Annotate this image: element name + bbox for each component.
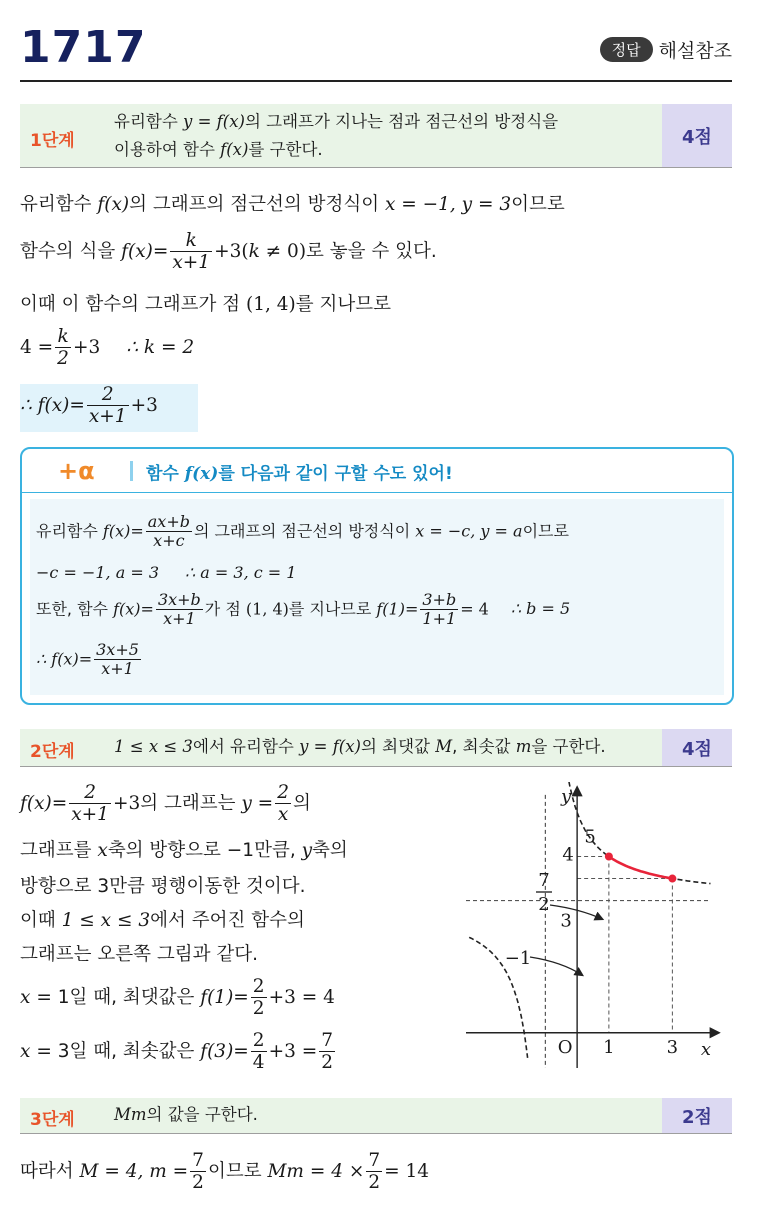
function-graph bbox=[462, 782, 724, 1072]
arrow-seven-halves bbox=[550, 905, 602, 919]
body1-line5-result: ∴ f(x)= $\frac{2}{x+1}$ +3 bbox=[20, 384, 158, 428]
page-header bbox=[20, 22, 732, 82]
step3-bar bbox=[20, 1098, 732, 1134]
step3-description: Mm의 값을 구한다. bbox=[114, 1105, 258, 1124]
step1-bar bbox=[20, 104, 732, 168]
answer-reference bbox=[600, 36, 732, 63]
body1-line2: 함수의 식을 f(x)= $\frac{k}{x+1}$ +3(k ≠ 0)로 놓을 수 있다. bbox=[20, 230, 437, 274]
step3-points: 2점 bbox=[662, 1098, 732, 1133]
body1-line3: 이때 이 함수의 그래프가 점 (1, 4)를 지나므로 bbox=[20, 294, 391, 315]
problem-number: 1717 bbox=[20, 22, 147, 73]
body2-line3: 방향으로 3만큼 평행이동한 것이다. bbox=[20, 876, 306, 897]
body1-line4: 4 = $\frac{k}{2}$ +3 ∴ k = 2 bbox=[20, 326, 195, 370]
step1-description: 유리함수 y = f(x)의 그래프가 지나는 점과 점근선의 방정식을 이용하여 함수 f(x)를 구한다. bbox=[114, 112, 559, 159]
answer-label: 해설참조 bbox=[658, 40, 732, 62]
tip-title: 함수 f(x)를 다음과 같이 구할 수도 있어! bbox=[146, 464, 453, 484]
label-x-3: 3 bbox=[666, 1036, 679, 1058]
body1-line1: 유리함수 f(x)의 그래프의 점근선의 방정식이 x = −1, y = 3이므로 bbox=[20, 194, 565, 215]
body2-line5: 그래프는 오른쪽 그림과 같다. bbox=[20, 944, 258, 965]
label-y: y bbox=[561, 786, 572, 807]
body2-line6: x = 1일 때, 최댓값은 f(1)= $\frac{2}{2}$ +3 = 4 bbox=[20, 976, 335, 1020]
label-neg-one: −1 bbox=[504, 948, 532, 969]
label-x: x bbox=[700, 1038, 712, 1060]
tip-line1: 유리함수 f(x)= $\frac{ax+b}{x+c}$ 의 그래프의 점근선의 방정식이 x = −c, y = a이므로 bbox=[36, 512, 569, 551]
label-seven-halves-den: 2 bbox=[538, 894, 550, 915]
label-y-3: 3 bbox=[560, 910, 572, 932]
point-max bbox=[605, 853, 613, 861]
step1-label: 1단계 bbox=[30, 131, 75, 151]
label-origin: O bbox=[557, 1036, 573, 1058]
graph-labels bbox=[505, 786, 711, 1060]
tip-line4: ∴ f(x)= $\frac{3x+5}{x+1}$ bbox=[36, 640, 139, 679]
body2-line7: x = 3일 때, 최솟값은 f(3)= $\frac{2}{4}$ +3 = $\frac{7}{2}$ bbox=[20, 1030, 334, 1074]
step2-bar bbox=[20, 729, 732, 767]
tip-line3: 또한, 함수 f(x)= $\frac{3x+b}{x+1}$ 가 점 (1, 4)를 지나므로 f(1)= $\frac{3+b}{1+1}$ = 4 ∴ b = 5 bbox=[36, 590, 571, 629]
curve-highlight-segment bbox=[609, 857, 673, 879]
body2-line1: f(x)= $\frac{2}{x+1}$ +3의 그래프는 y = $\frac{2}{x}$ 의 bbox=[20, 782, 311, 826]
body3-conclusion: 따라서 M = 4, m = $\frac{7}{2}$ 이므로 Mm = 4 × $\frac{7}{2}$ = 14 bbox=[20, 1150, 430, 1194]
step1-points: 4점 bbox=[662, 104, 732, 167]
step2-description: 1 ≤ x ≤ 3에서 유리함수 y = f(x)의 최댓값 M, 최솟값 m을 구한다. bbox=[114, 737, 606, 756]
arrow-neg-one bbox=[530, 957, 582, 975]
step2-points: 4점 bbox=[662, 729, 732, 766]
tip-box bbox=[20, 447, 734, 705]
tip-header bbox=[22, 449, 732, 493]
tip-line2: −c = −1, a = 3 ∴ a = 3, c = 1 bbox=[36, 563, 297, 582]
label-seven-halves-num: 7 bbox=[538, 870, 550, 891]
graph-curves bbox=[469, 782, 710, 1058]
tip-divider bbox=[130, 461, 133, 481]
step3-label: 3단계 bbox=[30, 1110, 75, 1130]
body2-line2: 그래프를 x축의 방향으로 −1만큼, y축의 bbox=[20, 840, 348, 861]
label-x-1: 1 bbox=[603, 1036, 615, 1058]
answer-badge: 정답 bbox=[600, 37, 653, 62]
label-y-5: 5 bbox=[584, 826, 596, 848]
body2-line4: 이때 1 ≤ x ≤ 3에서 주어진 함수의 bbox=[20, 910, 305, 931]
label-y-4: 4 bbox=[562, 844, 574, 866]
point-min bbox=[668, 875, 676, 883]
step2-label: 2단계 bbox=[30, 742, 75, 762]
tip-badge: +α bbox=[58, 457, 95, 485]
